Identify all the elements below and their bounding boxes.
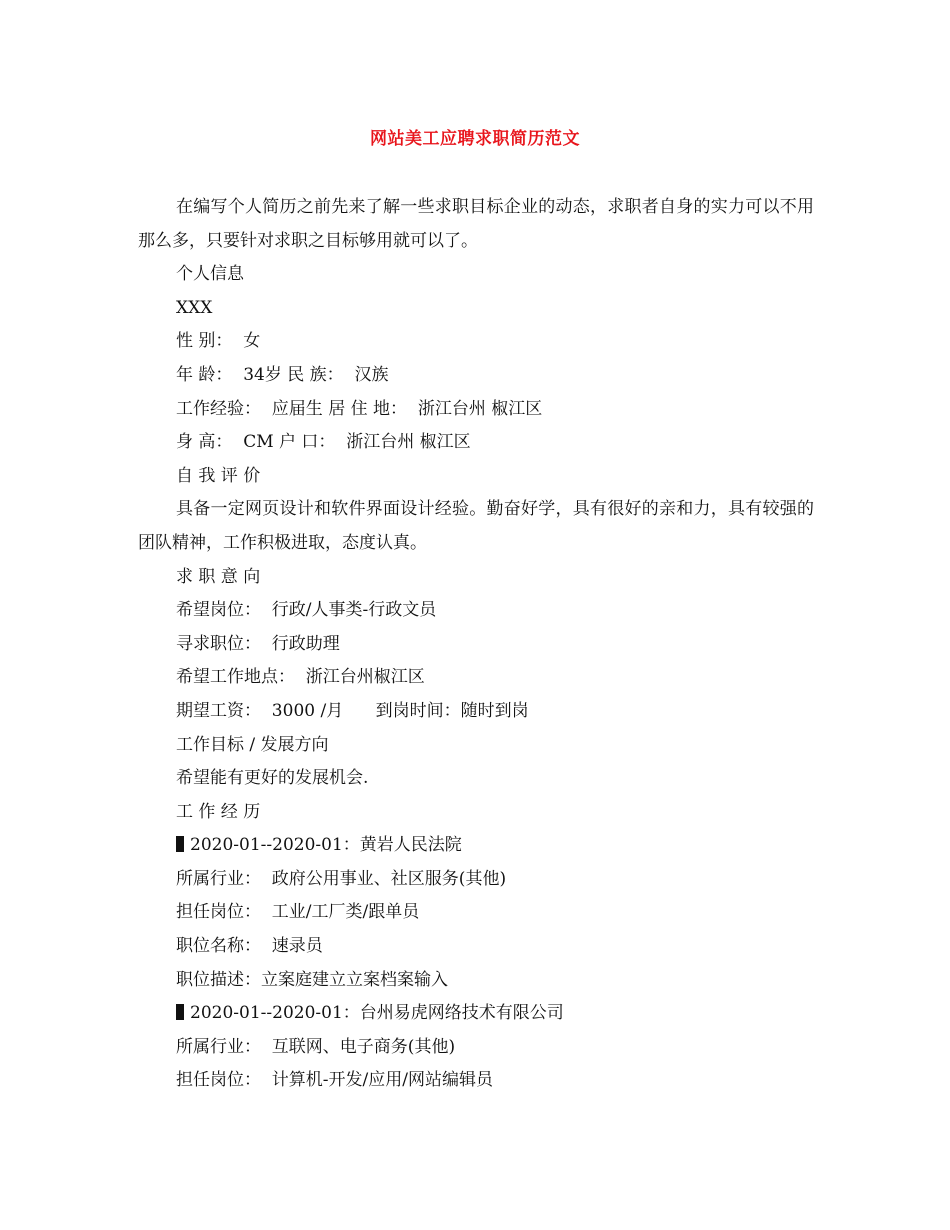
job-intention-heading: 求 职 意 向: [176, 566, 261, 587]
self-evaluation-heading: 自 我 评 价: [176, 465, 261, 486]
age-ethnicity-line: 年 龄： 34岁 民 族： 汉族: [176, 364, 389, 385]
goal-heading: 工作目标 / 发展方向: [176, 734, 329, 755]
document-title: 网站美工应聘求职简历范文: [370, 129, 580, 149]
document-body: [138, 191, 814, 1098]
bullet-block-icon: [176, 1004, 184, 1020]
seek-position-line: 寻求职位： 行政助理: [176, 633, 340, 654]
job-description-line: 职位描述：立案庭建立立案档案输入: [176, 969, 448, 990]
desired-position-line: 希望岗位： 行政/人事类-行政文员: [176, 600, 437, 621]
experience-residence-line: 工作经验： 应届生 居 住 地： 浙江台州 椒江区: [176, 398, 543, 419]
job-entry-header-text: 2020-01--2020-01：台州易虎网络技术有限公司: [190, 1003, 564, 1024]
job-title-line: 职位名称： 速录员: [176, 936, 323, 957]
job-industry-line: 所属行业： 政府公用事业、社区服务(其他): [176, 868, 507, 889]
gender-line: 性 别： 女: [176, 331, 261, 352]
job-entry-header: [138, 829, 814, 863]
personal-info-heading: 个人信息: [176, 264, 244, 285]
salary-availability-line: 期望工资： 3000 /月 到岗时间：随时到岗: [176, 700, 529, 721]
desired-location-line: 希望工作地点： 浙江台州椒江区: [176, 667, 425, 688]
job-post-line: 担任岗位： 计算机-开发/应用/网站编辑员: [176, 1070, 494, 1091]
goal-text: 希望能有更好的发展机会.: [176, 768, 369, 789]
job-post-line: 担任岗位： 工业/工厂类/跟单员: [176, 902, 420, 923]
name-line: XXX: [176, 297, 213, 318]
bullet-block-icon: [176, 836, 184, 852]
self-evaluation-text: 具备一定网页设计和软件界面设计经验。勤奋好学，具有很好的亲和力，具有较强的团队精神，工作积极进取，态度认真。: [138, 499, 814, 553]
job-entry-header: [138, 997, 814, 1031]
work-experience-heading: 工 作 经 历: [176, 801, 261, 822]
height-hukou-line: 身 高： CM 户 口： 浙江台州 椒江区: [176, 432, 471, 453]
job-industry-line: 所属行业： 互联网、电子商务(其他): [176, 1036, 456, 1057]
job-entry-header-text: 2020-01--2020-01：黄岩人民法院: [190, 835, 462, 856]
intro-paragraph: 在编写个人简历之前先来了解一些求职目标企业的动态，求职者自身的实力可以不用那么多，只要针对求职之目标够用就可以了。: [138, 197, 814, 251]
